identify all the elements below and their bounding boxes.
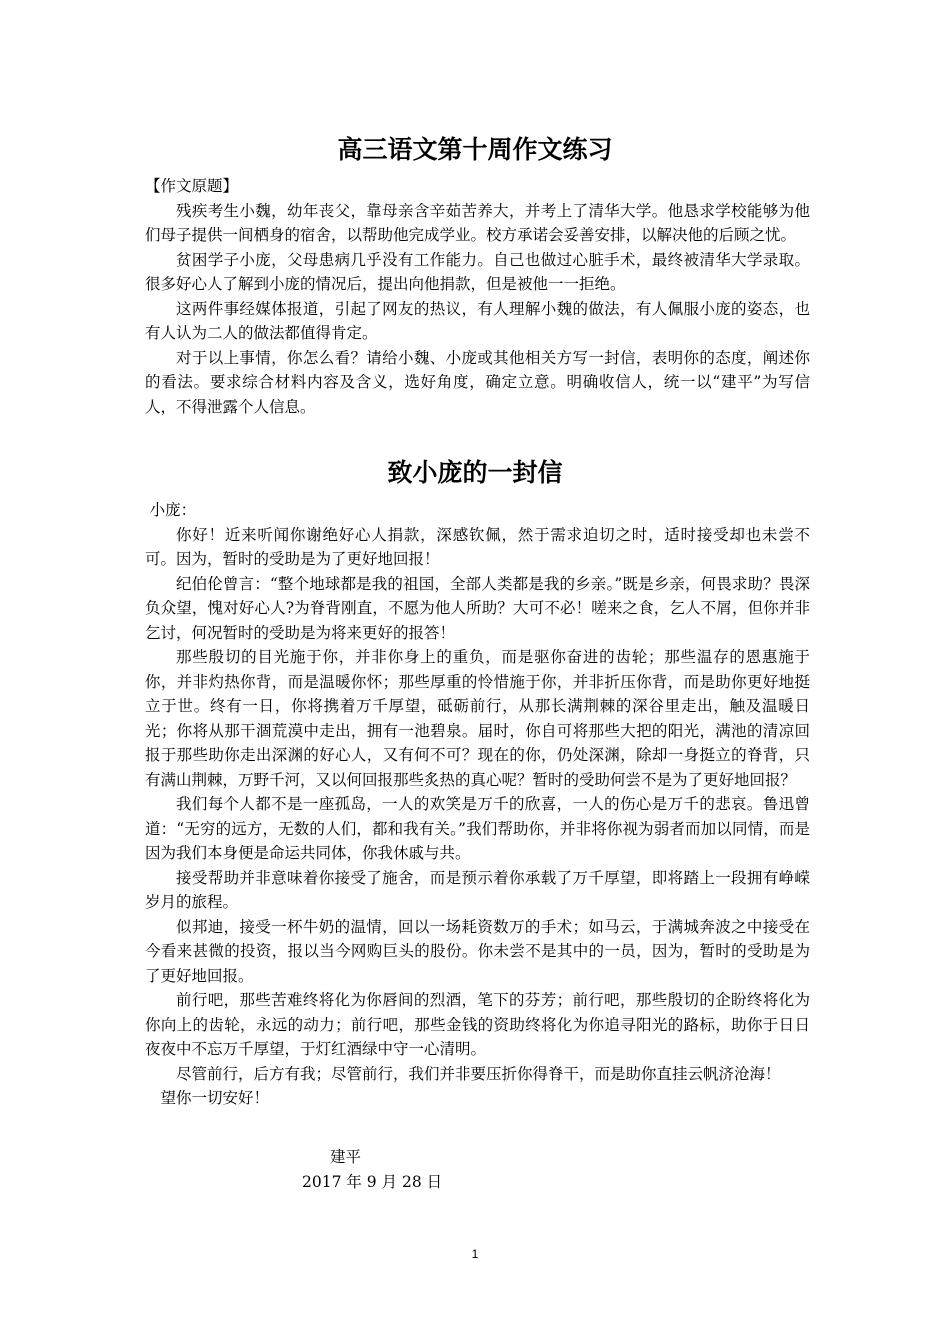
letter-paragraph: 前行吧，那些苦难终将化为你唇间的烈酒，笔下的芬芳；前行吧，那些殷切的企盼终将化为你向上的齿轮，永远的动力；前行吧，那些金钱的资助终将化为你追寻阳光的路标，助你于日日夜夜中不忘万千厚望，于灯红酒绿中守一心清明。 <box>145 991 810 1058</box>
letter-title: 致小庞的一封信 <box>387 458 563 487</box>
letter-signer: 建平 <box>330 1148 362 1166</box>
letter-salutation: 小庞： <box>149 501 197 519</box>
prompt-paragraph: 贫困学子小庞，父母患病几乎没有工作能力。自己也做过心脏手术，最终被清华大学录取。很多好心人了解到小庞的情况后，提出向他捐款，但是被他一一拒绝。 <box>145 250 810 293</box>
letter-paragraph: 尽管前行，后方有我；尽管前行，我们并非要压折你得脊干，而是助你直挂云帆济沧海！ <box>176 1064 781 1083</box>
letter-closing: 望你一切安好！ <box>160 1089 270 1107</box>
essay-prompt <box>145 174 810 419</box>
document-title: 高三语文第十周作文练习 <box>337 135 613 164</box>
page-number: 1 <box>471 1247 479 1261</box>
letter-date: 2017 年 9 月 28 日 <box>302 1173 443 1191</box>
letter-paragraph: 你好！近来听闻你谢绝好心人捐款，深感钦佩，然于需求迫切之时，适时接受却也未尝不可。因为，暂时的受助是为了更好地回报！ <box>145 525 810 568</box>
letter-paragraph: 我们每个人都不是一座孤岛，一人的欢笑是万千的欣喜，一人的伤心是万千的悲哀。鲁迅曾道：“无穷的远方，无数的人们，都和我有关。”我们帮助你，并非将你视为弱者而加以同情，而是因为我们本身便是命运共同体，你我休戚与共。 <box>145 795 810 862</box>
prompt-paragraph: 残疾考生小魏，幼年丧父，靠母亲含辛茹苦养大，并考上了清华大学。他恳求学校能够为他们母子提供一间栖身的宿舍，以帮助他完成学业。校方承诺会妥善安排，以解决他的后顾之忧。 <box>145 201 810 244</box>
letter-paragraph: 似邦迪，接受一杯牛奶的温情，回以一场耗资数万的手术；如马云，于满城奔波之中接受在今看来甚微的投资，报以当今网购巨头的股份。你未尝不是其中的一员，因为，暂时的受助是为了更好地回报。 <box>145 917 810 985</box>
prompt-label: 【作文原题】 <box>145 177 239 195</box>
prompt-paragraph: 这两件事经媒体报道，引起了网友的热议，有人理解小魏的做法，有人佩服小庞的姿态，也有人认为二人的做法都值得肯定。 <box>145 299 810 342</box>
letter-paragraph: 接受帮助并非意味着你接受了施舍，而是预示着你承载了万千厚望，即将踏上一段拥有峥嵘岁月的旅程。 <box>145 868 810 911</box>
letter-body <box>145 498 810 1111</box>
letter-paragraph: 那些殷切的目光施于你，并非你身上的重负，而是驱你奋进的齿轮；那些温存的恩惠施于你，并非灼热你背，而是温暖你怀；那些厚重的怜惜施于你，并非折压你背，而是助你更好地挺立于世。终有一日，你将携着万千厚望，砥砺前行，从那长满荆棘的深谷里走出，触及温暖日光；你将从那干涸荒漠中走出，拥有一池碧泉。届时，你自可将那些大把的阳光，满池的清凉回报于那些助你走出深渊的好心人，又有何不可？现在的你，仍处深渊，除却一身挺立的脊背，只有满山荆棘，万野千河，又以何回报那些炙热的真心呢？暂时的受助何尝不是为了更好地回报？ <box>145 648 810 789</box>
prompt-paragraph: 对于以上事情，你怎么看？请给小魏、小庞或其他相关方写一封信，表明你的态度，阐述你的看法。要求综合材料内容及含义，选好角度，确定立意。明确收信人，统一以“建平”为写信人，不得泄露个人信息。 <box>145 348 810 416</box>
letter-paragraph: 纪伯伦曾言：“整个地球都是我的祖国，全部人类都是我的乡亲。”既是乡亲，何畏求助？畏深负众望，愧对好心人?为脊背刚直，不愿为他人所助？大可不必！嗟来之食，乞人不屑，但你并非乞讨，何况暂时的受助是为将来更好的报答！ <box>145 574 810 642</box>
